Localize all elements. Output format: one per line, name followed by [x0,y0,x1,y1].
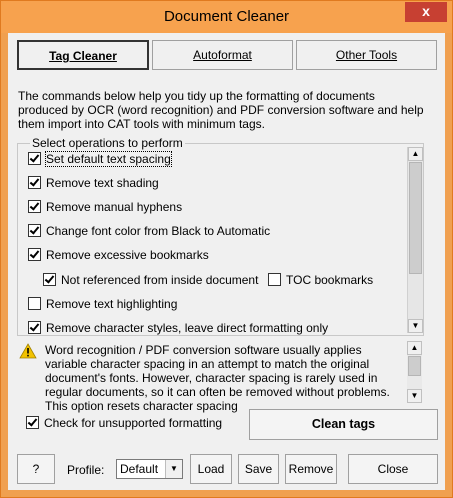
option-label: Remove text shading [46,176,159,190]
description-text: The commands below help you tidy up the formatting of documents produced by OCR (word recognition) and PDF conversion software and help them import into CAT tools with minimum tags. [18,89,424,131]
checkbox[interactable] [28,224,41,237]
checkbox[interactable] [28,176,41,189]
dialog-body [8,33,445,490]
option-label: Remove excessive bookmarks [46,248,209,262]
option-remove-character-styles[interactable] [28,320,328,336]
operations-group-label: Select operations to perform [32,136,183,150]
check-unsupported-formatting[interactable] [26,415,222,431]
checkbox[interactable] [43,273,56,286]
scroll-down-arrow-icon[interactable]: ▼ [407,389,422,403]
remove-button[interactable]: Remove [285,454,337,484]
checkbox[interactable] [28,321,41,334]
info-panel [17,341,398,413]
option-not-referenced[interactable] [43,272,258,288]
tab-other-tools-label: Other Tools [335,48,398,62]
scroll-thumb[interactable] [408,356,421,376]
option-label: Not referenced from inside document [61,273,259,287]
option-label: Remove character styles, leave direct formatting only [46,321,329,335]
tab-autoformat-label: Autoformat [193,48,252,62]
checkbox[interactable] [28,248,41,261]
chevron-down-icon[interactable]: ▼ [165,460,182,478]
option-label: Set default text spacing [46,152,171,166]
profile-label: Profile: [67,463,105,477]
profile-select[interactable] [116,459,183,479]
option-label: Remove text highlighting [46,297,178,311]
operations-group [17,136,424,336]
option-remove-manual-hyphens[interactable] [28,199,182,215]
option-label: TOC bookmarks [286,273,374,287]
tab-autoformat[interactable] [152,40,293,70]
tab-tag-cleaner[interactable] [17,40,149,70]
option-change-font-color[interactable] [28,223,270,239]
title-bar[interactable] [1,1,452,33]
check-unsupported-label: Check for unsupported formatting [44,416,223,430]
info-scrollbar[interactable] [407,341,422,403]
option-set-default-text-spacing[interactable] [28,151,171,167]
help-button[interactable]: ? [17,454,55,484]
tab-other-tools[interactable] [296,40,437,70]
option-remove-excessive-bookmarks[interactable] [28,247,209,263]
scroll-thumb[interactable] [409,162,422,274]
window-title: Document Cleaner [163,8,290,25]
tab-tag-cleaner-label: Tag Cleaner [49,49,117,63]
checkbox[interactable] [28,297,41,310]
option-label: Change font color from Black to Automatic [46,224,271,238]
option-label: Remove manual hyphens [46,200,183,214]
info-text: Word recognition / PDF conversion software usually applies variable character spacing in an attempt to match the original document's fonts. However, character spacing is rarely used in regular documents, so it can often be removed without problems. This option resets character spacing [45,343,390,413]
warning-icon [20,344,36,358]
checkbox[interactable] [28,200,41,213]
close-button[interactable]: Close [348,454,438,484]
profile-value: Default [120,462,159,476]
scroll-down-arrow-icon[interactable]: ▼ [408,319,423,333]
checkbox[interactable] [268,273,281,286]
save-button[interactable]: Save [238,454,279,484]
load-button[interactable]: Load [190,454,232,484]
close-icon: x [422,3,430,19]
scroll-up-arrow-icon[interactable]: ▲ [408,147,423,161]
option-toc-bookmarks[interactable] [268,272,373,288]
operations-scrollbar[interactable] [407,147,423,333]
checkbox[interactable] [28,152,41,165]
clean-tags-button[interactable]: Clean tags [249,409,438,440]
scroll-up-arrow-icon[interactable]: ▲ [407,341,422,355]
option-remove-text-shading[interactable] [28,175,159,191]
checkbox[interactable] [26,416,39,429]
close-window-button[interactable] [405,2,447,22]
option-remove-text-highlighting[interactable] [28,296,177,312]
